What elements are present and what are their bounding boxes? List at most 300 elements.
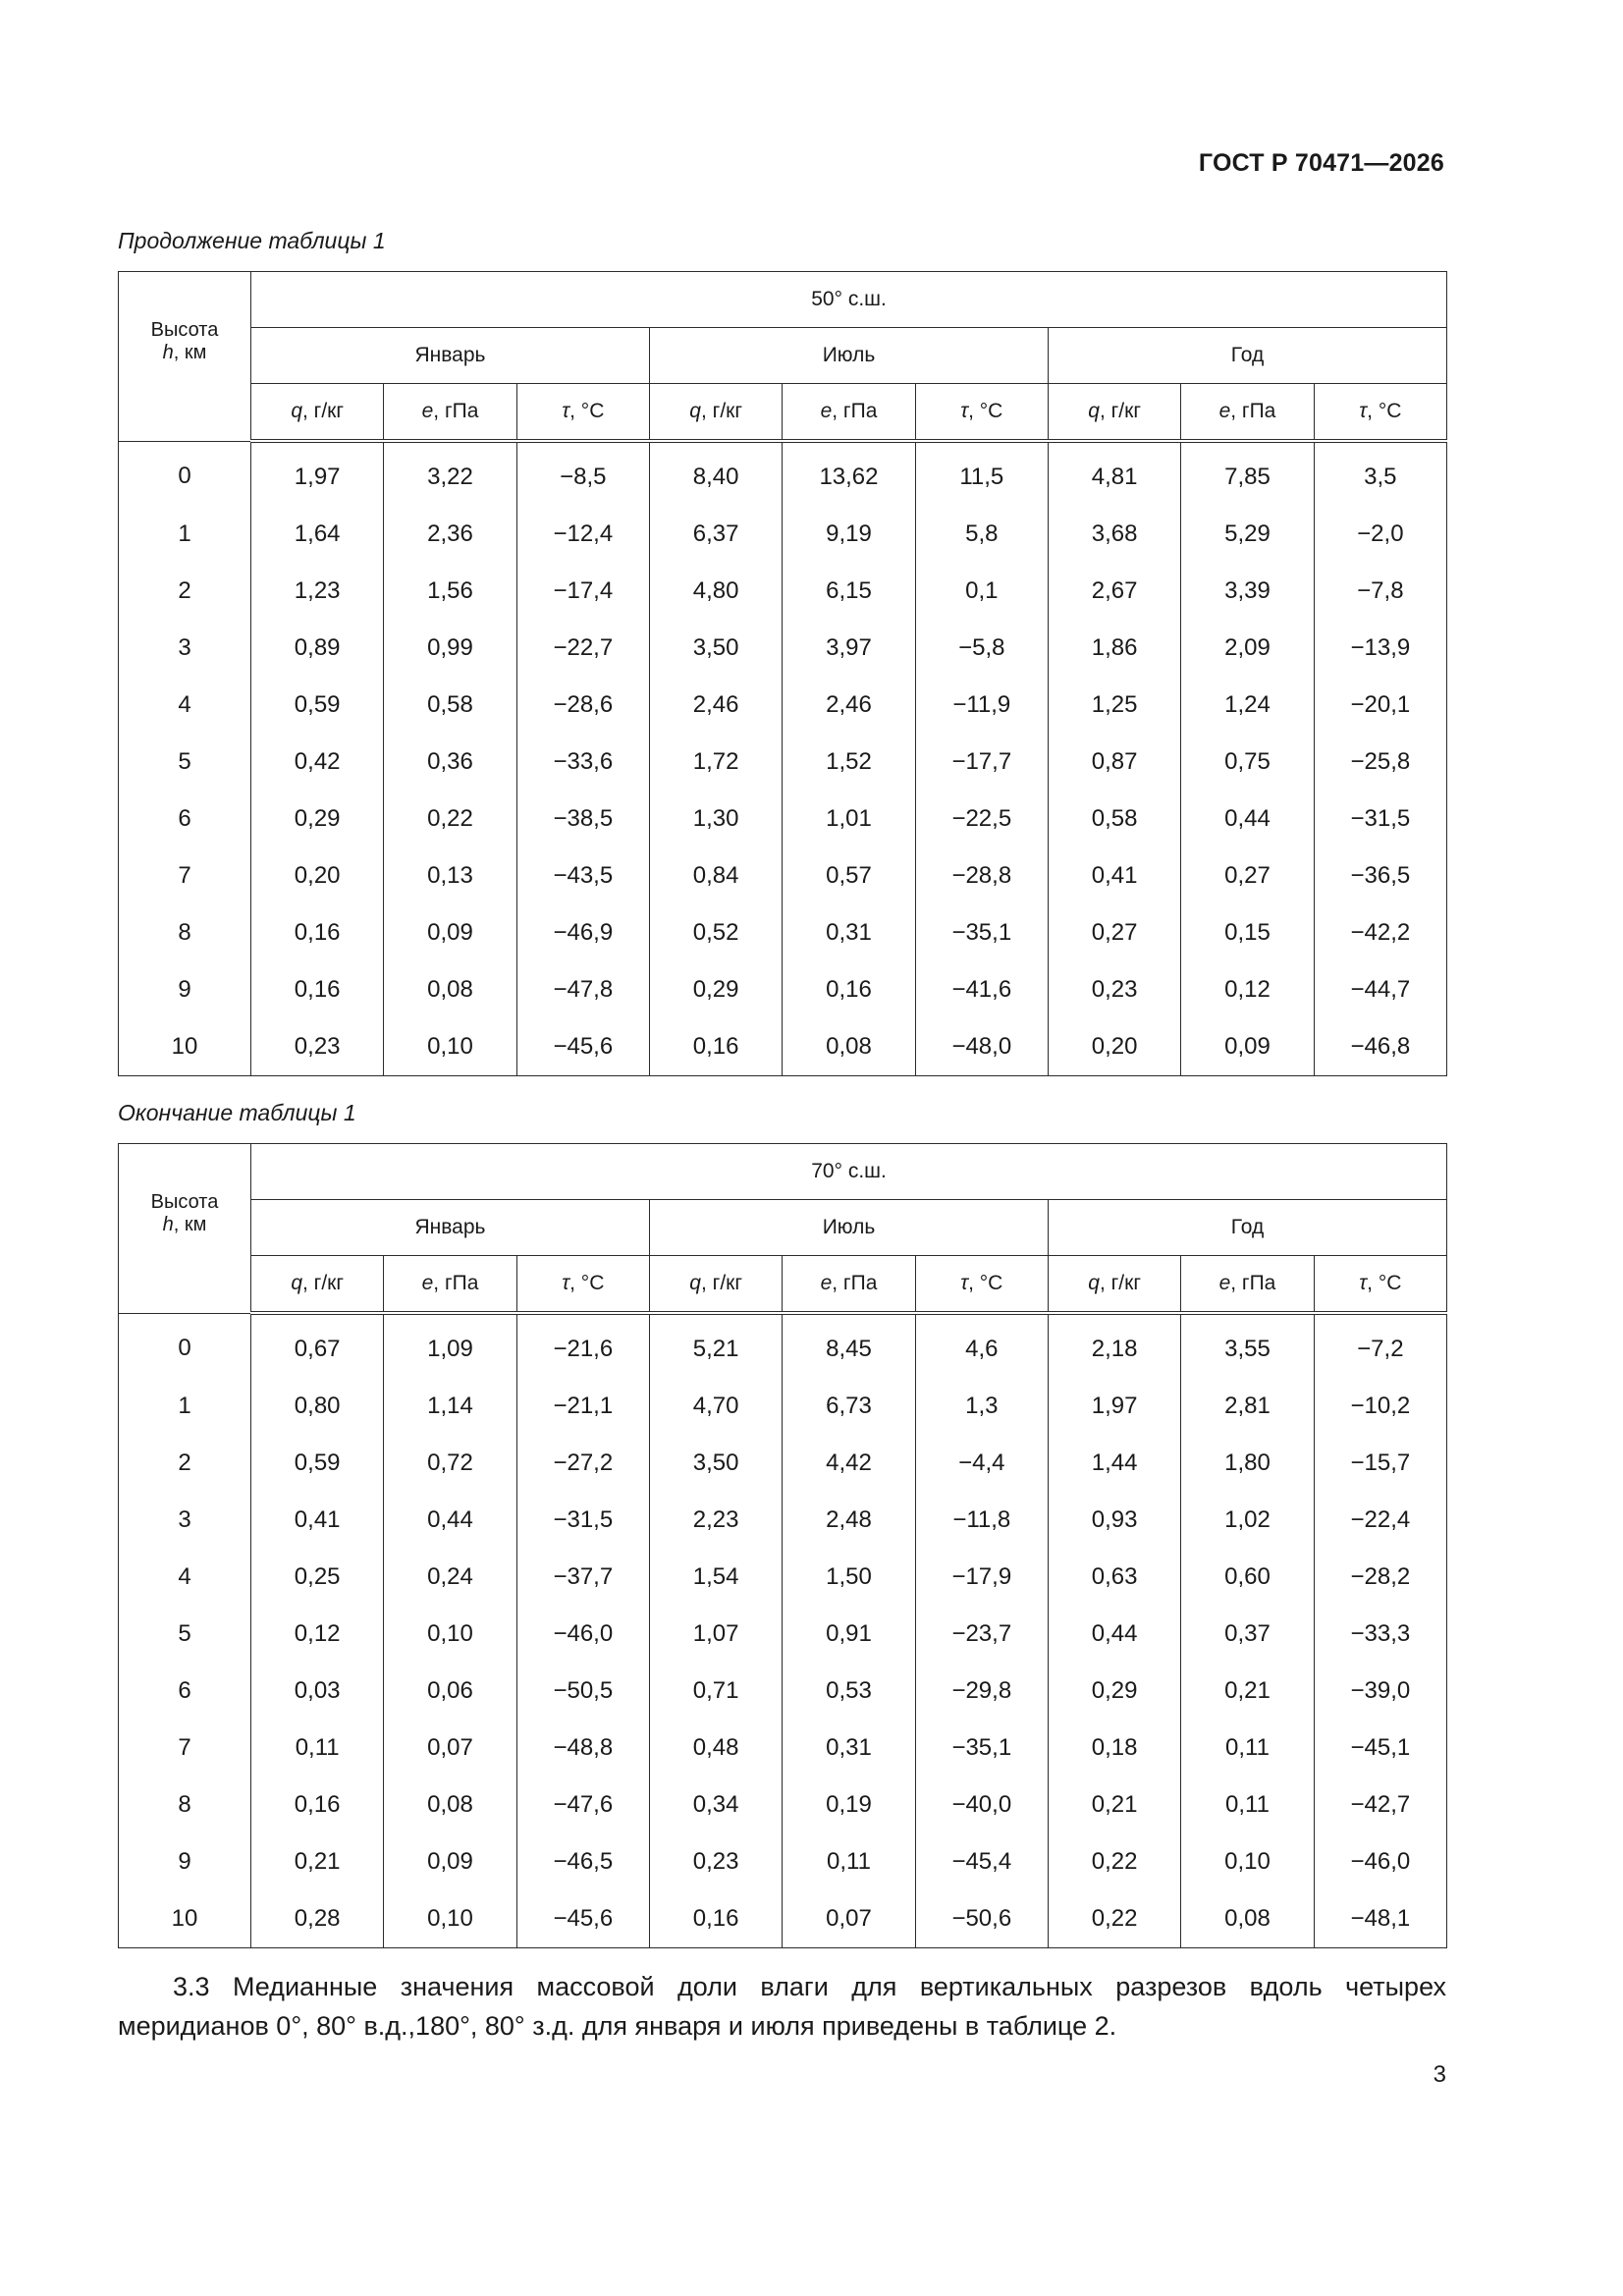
value-cell: 1,44 (1048, 1435, 1180, 1492)
value-cell: 6,37 (649, 506, 782, 563)
value-cell: 3,5 (1314, 441, 1446, 506)
value-cell: −42,7 (1314, 1777, 1446, 1833)
value-cell: −17,4 (516, 563, 649, 620)
column-unit: , г/кг (1099, 1272, 1141, 1294)
value-cell: 0,21 (251, 1833, 384, 1890)
value-cell: 0,37 (1181, 1606, 1314, 1663)
height-cell: 5 (119, 734, 251, 791)
table-row (119, 1018, 1447, 1076)
value-cell: −31,5 (516, 1492, 649, 1549)
value-cell: −15,7 (1314, 1435, 1446, 1492)
table-row (119, 791, 1447, 847)
value-cell: 3,50 (649, 620, 782, 677)
value-cell: 0,19 (783, 1777, 915, 1833)
value-cell: 5,21 (649, 1313, 782, 1378)
value-cell: 8,40 (649, 441, 782, 506)
value-cell: 4,6 (915, 1313, 1048, 1378)
height-symbol: h (162, 1213, 174, 1235)
column-header (1181, 1256, 1314, 1314)
value-cell: −28,8 (915, 847, 1048, 904)
column-header (1048, 384, 1180, 442)
value-cell: 0,11 (251, 1720, 384, 1777)
column-symbol: τ (960, 400, 969, 422)
value-cell: 0,20 (1048, 1018, 1180, 1076)
column-header (516, 384, 649, 442)
value-cell: −22,5 (915, 791, 1048, 847)
column-header (1314, 1256, 1446, 1314)
column-unit: , °С (1367, 400, 1402, 422)
column-header (649, 384, 782, 442)
value-cell: −33,6 (516, 734, 649, 791)
value-cell: 3,22 (384, 441, 516, 506)
height-cell: 0 (119, 1313, 251, 1378)
column-header (251, 384, 384, 442)
table-row (119, 1833, 1447, 1890)
value-cell: 0,31 (783, 904, 915, 961)
column-symbol: e (820, 400, 833, 422)
value-cell: −46,0 (516, 1606, 649, 1663)
table-row (119, 1663, 1447, 1720)
value-cell: 0,72 (384, 1435, 516, 1492)
value-cell: 0,11 (1181, 1777, 1314, 1833)
value-cell: 0,41 (1048, 847, 1180, 904)
value-cell: −11,8 (915, 1492, 1048, 1549)
value-cell: −48,8 (516, 1720, 649, 1777)
height-unit: , км (173, 341, 207, 363)
table-row (119, 734, 1447, 791)
value-cell: 0,89 (251, 620, 384, 677)
value-cell: 0,08 (384, 1777, 516, 1833)
column-unit: , °С (968, 400, 1003, 422)
column-unit: , °С (1367, 1272, 1402, 1294)
value-cell: 0,93 (1048, 1492, 1180, 1549)
value-cell: 3,55 (1181, 1313, 1314, 1378)
column-unit: , г/кг (302, 400, 345, 422)
value-cell: −47,8 (516, 961, 649, 1018)
value-cell: 1,25 (1048, 677, 1180, 734)
value-cell: −22,4 (1314, 1492, 1446, 1549)
period-header: Год (1048, 1200, 1446, 1256)
column-symbol: τ (1359, 1272, 1368, 1294)
value-cell: −50,5 (516, 1663, 649, 1720)
value-cell: 0,16 (251, 904, 384, 961)
height-symbol: h (162, 341, 174, 363)
height-cell: 10 (119, 1018, 251, 1076)
value-cell: −17,9 (915, 1549, 1048, 1606)
height-cell: 4 (119, 1549, 251, 1606)
height-cell: 6 (119, 1663, 251, 1720)
column-header (516, 1256, 649, 1314)
paragraph-number: 3.3 (173, 1972, 210, 2001)
column-symbol: τ (562, 400, 570, 422)
value-cell: 1,30 (649, 791, 782, 847)
value-cell: −13,9 (1314, 620, 1446, 677)
value-cell: 0,18 (1048, 1720, 1180, 1777)
value-cell: −12,4 (516, 506, 649, 563)
value-cell: 0,58 (1048, 791, 1180, 847)
value-cell: 0,59 (251, 677, 384, 734)
value-cell: 0,16 (783, 961, 915, 1018)
value-cell: 0,44 (384, 1492, 516, 1549)
value-cell: −21,1 (516, 1378, 649, 1435)
value-cell: 1,02 (1181, 1492, 1314, 1549)
height-cell: 3 (119, 1492, 251, 1549)
value-cell: −27,2 (516, 1435, 649, 1492)
column-symbol: q (291, 1272, 302, 1294)
value-cell: 0,10 (1181, 1833, 1314, 1890)
column-header (384, 1256, 516, 1314)
value-cell: 0,07 (384, 1720, 516, 1777)
value-cell: 0,23 (649, 1833, 782, 1890)
table-row (119, 1549, 1447, 1606)
value-cell: 0,52 (649, 904, 782, 961)
height-cell: 4 (119, 677, 251, 734)
value-cell: −40,0 (915, 1777, 1048, 1833)
value-cell: −22,7 (516, 620, 649, 677)
latitude-header: 70° с.ш. (251, 1144, 1447, 1200)
height-cell: 8 (119, 904, 251, 961)
value-cell: 0,13 (384, 847, 516, 904)
data-table-50n (118, 271, 1447, 1076)
value-cell: 0,34 (649, 1777, 782, 1833)
paragraph-text: Медианные значения массовой доли влаги для вертикальных разрезов вдоль четырех меридианов 0°, 80° в.д.,180°, 80° з.д. для января и июля приведены в таблице 2. (118, 1972, 1446, 2041)
value-cell: 0,63 (1048, 1549, 1180, 1606)
value-cell: −25,8 (1314, 734, 1446, 791)
latitude-header: 50° с.ш. (251, 272, 1447, 328)
value-cell: 0,42 (251, 734, 384, 791)
column-header (915, 384, 1048, 442)
value-cell: 0,23 (251, 1018, 384, 1076)
value-cell: 1,52 (783, 734, 915, 791)
height-unit: , км (173, 1213, 207, 1235)
value-cell: −45,4 (915, 1833, 1048, 1890)
column-unit: , г/кг (302, 1272, 345, 1294)
value-cell: 5,29 (1181, 506, 1314, 563)
value-cell: 0,57 (783, 847, 915, 904)
column-unit: , гПа (832, 1272, 878, 1294)
value-cell: 0,09 (1181, 1018, 1314, 1076)
value-cell: −7,8 (1314, 563, 1446, 620)
page-number: 3 (1433, 2061, 1446, 2088)
table-row (119, 1606, 1447, 1663)
value-cell: −20,1 (1314, 677, 1446, 734)
value-cell: 0,08 (384, 961, 516, 1018)
value-cell: 1,14 (384, 1378, 516, 1435)
value-cell: 2,23 (649, 1492, 782, 1549)
column-symbol: q (689, 1272, 701, 1294)
value-cell: 0,29 (649, 961, 782, 1018)
value-cell: 0,09 (384, 904, 516, 961)
value-cell: −38,5 (516, 791, 649, 847)
value-cell: −46,8 (1314, 1018, 1446, 1076)
height-cell: 1 (119, 1378, 251, 1435)
table-row (119, 1720, 1447, 1777)
value-cell: 2,46 (649, 677, 782, 734)
value-cell: −43,5 (516, 847, 649, 904)
table-row (119, 1492, 1447, 1549)
value-cell: 0,1 (915, 563, 1048, 620)
value-cell: 13,62 (783, 441, 915, 506)
height-column-header (119, 272, 251, 442)
value-cell: 1,72 (649, 734, 782, 791)
value-cell: −35,1 (915, 1720, 1048, 1777)
value-cell: 2,36 (384, 506, 516, 563)
value-cell: 3,50 (649, 1435, 782, 1492)
column-symbol: q (291, 400, 302, 422)
value-cell: −23,7 (915, 1606, 1048, 1663)
table-row (119, 1777, 1447, 1833)
value-cell: 0,84 (649, 847, 782, 904)
value-cell: 1,54 (649, 1549, 782, 1606)
value-cell: −29,8 (915, 1663, 1048, 1720)
value-cell: 0,58 (384, 677, 516, 734)
value-cell: 4,80 (649, 563, 782, 620)
value-cell: −46,5 (516, 1833, 649, 1890)
column-unit: , г/кг (700, 1272, 742, 1294)
height-cell: 6 (119, 791, 251, 847)
column-symbol: q (1088, 400, 1100, 422)
value-cell: −4,4 (915, 1435, 1048, 1492)
column-symbol: τ (960, 1272, 969, 1294)
value-cell: 0,16 (649, 1890, 782, 1948)
value-cell: 0,27 (1048, 904, 1180, 961)
column-symbol: e (820, 1272, 833, 1294)
value-cell: −45,1 (1314, 1720, 1446, 1777)
height-cell: 2 (119, 563, 251, 620)
period-header: Январь (251, 328, 650, 384)
value-cell: 0,10 (384, 1018, 516, 1076)
column-unit: , гПа (1230, 1272, 1276, 1294)
value-cell: 4,70 (649, 1378, 782, 1435)
value-cell: 0,44 (1181, 791, 1314, 847)
value-cell: 0,22 (1048, 1890, 1180, 1948)
value-cell: −28,6 (516, 677, 649, 734)
table-row (119, 1313, 1447, 1378)
value-cell: −39,0 (1314, 1663, 1446, 1720)
height-cell: 10 (119, 1890, 251, 1948)
value-cell: 1,23 (251, 563, 384, 620)
column-header (1181, 384, 1314, 442)
value-cell: 0,16 (649, 1018, 782, 1076)
period-header: Год (1048, 328, 1446, 384)
value-cell: 3,39 (1181, 563, 1314, 620)
column-symbol: q (689, 400, 701, 422)
height-cell: 5 (119, 1606, 251, 1663)
value-cell: 0,29 (251, 791, 384, 847)
value-cell: −35,1 (915, 904, 1048, 961)
column-header (251, 1256, 384, 1314)
value-cell: 8,45 (783, 1313, 915, 1378)
table-row (119, 441, 1447, 506)
value-cell: 3,97 (783, 620, 915, 677)
value-cell: 0,23 (1048, 961, 1180, 1018)
column-header (1048, 1256, 1180, 1314)
value-cell: 0,99 (384, 620, 516, 677)
value-cell: 0,29 (1048, 1663, 1180, 1720)
value-cell: 0,24 (384, 1549, 516, 1606)
value-cell: 2,81 (1181, 1378, 1314, 1435)
table-row (119, 961, 1447, 1018)
value-cell: 0,09 (384, 1833, 516, 1890)
column-unit: , гПа (1230, 400, 1276, 422)
column-header (915, 1256, 1048, 1314)
value-cell: −8,5 (516, 441, 649, 506)
value-cell: 0,16 (251, 961, 384, 1018)
column-symbol: e (421, 400, 434, 422)
document-code: ГОСТ Р 70471—2026 (1198, 149, 1444, 177)
value-cell: 1,64 (251, 506, 384, 563)
value-cell: 6,73 (783, 1378, 915, 1435)
column-header (783, 384, 915, 442)
value-cell: 0,31 (783, 1720, 915, 1777)
period-header: Январь (251, 1200, 650, 1256)
column-header (649, 1256, 782, 1314)
value-cell: −48,0 (915, 1018, 1048, 1076)
value-cell: −21,6 (516, 1313, 649, 1378)
value-cell: 0,21 (1048, 1777, 1180, 1833)
value-cell: 0,15 (1181, 904, 1314, 961)
value-cell: 0,10 (384, 1890, 516, 1948)
value-cell: −44,7 (1314, 961, 1446, 1018)
table-row (119, 563, 1447, 620)
column-header (384, 384, 516, 442)
value-cell: 2,18 (1048, 1313, 1180, 1378)
value-cell: 0,59 (251, 1435, 384, 1492)
value-cell: −17,7 (915, 734, 1048, 791)
value-cell: 2,48 (783, 1492, 915, 1549)
value-cell: 1,86 (1048, 620, 1180, 677)
value-cell: −10,2 (1314, 1378, 1446, 1435)
value-cell: 2,67 (1048, 563, 1180, 620)
value-cell: 7,85 (1181, 441, 1314, 506)
paragraph-3-3 (118, 1967, 1446, 2046)
value-cell: −7,2 (1314, 1313, 1446, 1378)
value-cell: 0,11 (1181, 1720, 1314, 1777)
value-cell: 0,20 (251, 847, 384, 904)
value-cell: −47,6 (516, 1777, 649, 1833)
height-cell: 2 (119, 1435, 251, 1492)
value-cell: 0,48 (649, 1720, 782, 1777)
value-cell: 11,5 (915, 441, 1048, 506)
value-cell: 0,60 (1181, 1549, 1314, 1606)
column-unit: , г/кг (1099, 400, 1141, 422)
value-cell: 1,97 (1048, 1378, 1180, 1435)
height-column-header (119, 1144, 251, 1314)
value-cell: 0,03 (251, 1663, 384, 1720)
column-unit: , °С (968, 1272, 1003, 1294)
value-cell: 0,06 (384, 1663, 516, 1720)
height-label: Высота (150, 1190, 219, 1213)
value-cell: 4,42 (783, 1435, 915, 1492)
value-cell: −41,6 (915, 961, 1048, 1018)
table-row (119, 620, 1447, 677)
column-symbol: e (1218, 1272, 1231, 1294)
value-cell: 1,56 (384, 563, 516, 620)
table-caption: Продолжение таблицы 1 (118, 228, 386, 253)
value-cell: 2,46 (783, 677, 915, 734)
column-header (1314, 384, 1446, 442)
value-cell: 1,80 (1181, 1435, 1314, 1492)
value-cell: 1,97 (251, 441, 384, 506)
column-symbol: τ (562, 1272, 570, 1294)
data-table-70n (118, 1143, 1447, 1948)
height-cell: 0 (119, 441, 251, 506)
value-cell: −28,2 (1314, 1549, 1446, 1606)
value-cell: −48,1 (1314, 1890, 1446, 1948)
value-cell: −46,9 (516, 904, 649, 961)
value-cell: −2,0 (1314, 506, 1446, 563)
value-cell: 1,09 (384, 1313, 516, 1378)
value-cell: 0,25 (251, 1549, 384, 1606)
height-cell: 3 (119, 620, 251, 677)
table-caption: Окончание таблицы 1 (118, 1100, 356, 1125)
value-cell: 0,41 (251, 1492, 384, 1549)
column-unit: , гПа (832, 400, 878, 422)
value-cell: 9,19 (783, 506, 915, 563)
height-cell: 8 (119, 1777, 251, 1833)
height-cell: 9 (119, 961, 251, 1018)
value-cell: 0,12 (251, 1606, 384, 1663)
table-row (119, 904, 1447, 961)
value-cell: 0,11 (783, 1833, 915, 1890)
period-header: Июль (649, 328, 1048, 384)
column-symbol: τ (1359, 400, 1368, 422)
value-cell: 1,50 (783, 1549, 915, 1606)
value-cell: 0,67 (251, 1313, 384, 1378)
value-cell: 0,22 (1048, 1833, 1180, 1890)
value-cell: 6,15 (783, 563, 915, 620)
table-row (119, 1890, 1447, 1948)
value-cell: 3,68 (1048, 506, 1180, 563)
value-cell: 0,21 (1181, 1663, 1314, 1720)
table-row (119, 847, 1447, 904)
value-cell: 0,07 (783, 1890, 915, 1948)
value-cell: −37,7 (516, 1549, 649, 1606)
value-cell: 0,71 (649, 1663, 782, 1720)
table-row (119, 1435, 1447, 1492)
value-cell: 0,22 (384, 791, 516, 847)
value-cell: 2,09 (1181, 620, 1314, 677)
value-cell: −45,6 (516, 1890, 649, 1948)
column-symbol: e (421, 1272, 434, 1294)
value-cell: 1,24 (1181, 677, 1314, 734)
value-cell: 1,3 (915, 1378, 1048, 1435)
table-row (119, 677, 1447, 734)
column-symbol: e (1218, 400, 1231, 422)
value-cell: −11,9 (915, 677, 1048, 734)
value-cell: −46,0 (1314, 1833, 1446, 1890)
value-cell: 5,8 (915, 506, 1048, 563)
value-cell: −50,6 (915, 1890, 1048, 1948)
value-cell: 0,75 (1181, 734, 1314, 791)
value-cell: 0,91 (783, 1606, 915, 1663)
height-cell: 9 (119, 1833, 251, 1890)
value-cell: 0,28 (251, 1890, 384, 1948)
height-label: Высота (150, 318, 219, 341)
value-cell: 0,08 (1181, 1890, 1314, 1948)
column-unit: , гПа (433, 1272, 479, 1294)
value-cell: 1,01 (783, 791, 915, 847)
value-cell: 0,44 (1048, 1606, 1180, 1663)
value-cell: 0,10 (384, 1606, 516, 1663)
value-cell: 0,36 (384, 734, 516, 791)
period-header: Июль (649, 1200, 1048, 1256)
value-cell: 0,16 (251, 1777, 384, 1833)
value-cell: 4,81 (1048, 441, 1180, 506)
column-unit: , °С (569, 1272, 605, 1294)
value-cell: 1,07 (649, 1606, 782, 1663)
value-cell: 0,12 (1181, 961, 1314, 1018)
